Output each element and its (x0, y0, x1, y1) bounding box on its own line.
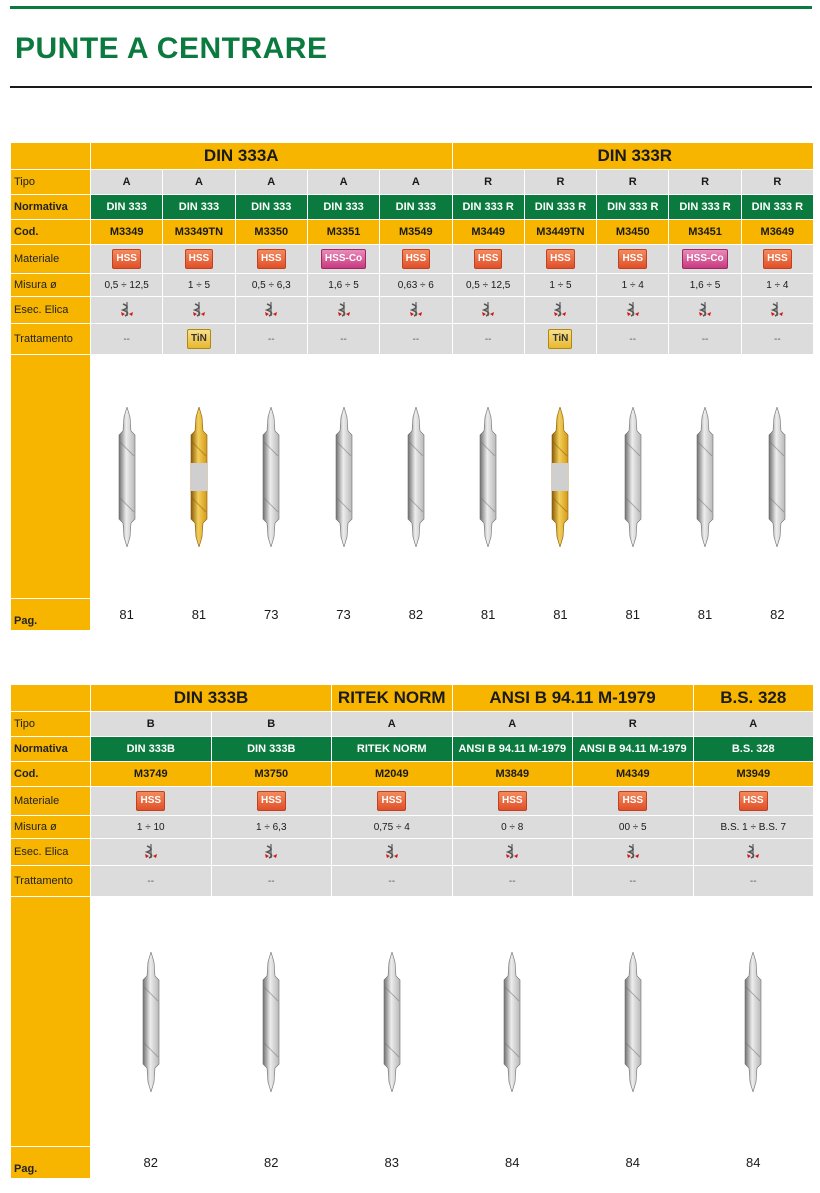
no-coating: -- (340, 333, 347, 345)
tipo-row (11, 712, 814, 737)
tipo-cell: R (524, 170, 596, 195)
cod-cell: M3649 (741, 220, 813, 245)
esec-cell (597, 297, 669, 324)
esec-cell (741, 297, 813, 324)
material-badge: HSS (136, 791, 165, 811)
normativa-cell: DIN 333 (91, 195, 163, 220)
trattamento-cell (380, 324, 452, 355)
tipo-cell: B (91, 712, 212, 737)
misura-cell: 1 ÷ 4 (597, 274, 669, 297)
no-coating: -- (267, 333, 275, 345)
no-coating: -- (774, 333, 781, 345)
no-coating: -- (267, 875, 275, 887)
materiale-cell (91, 787, 212, 816)
tool-image-cell (91, 355, 163, 599)
esec-cell (163, 297, 235, 324)
esec-row (11, 297, 814, 324)
material-badge: HSS (546, 249, 575, 269)
misura-cell: 1 ÷ 6,3 (211, 816, 332, 839)
pag-row (11, 1147, 814, 1179)
trattamento-cell (741, 324, 813, 355)
materiale-cell (235, 245, 307, 274)
tipo-cell: R (452, 170, 524, 195)
materiale-cell (573, 787, 694, 816)
center-drill-image (138, 952, 164, 1092)
misura-cell: 1,6 ÷ 5 (669, 274, 741, 297)
no-coating: -- (629, 333, 637, 345)
tool-image-cell (91, 897, 212, 1147)
row-label: Trattamento (11, 324, 91, 355)
row-label: Esec. Elica (11, 297, 91, 324)
misura-cell: 0,63 ÷ 6 (380, 274, 452, 297)
cod-cell: M3750 (211, 762, 332, 787)
center-drill-image (547, 407, 573, 547)
helix-cutting-direction-icon (697, 301, 713, 317)
helix-cutting-direction-icon (384, 843, 400, 859)
no-coating: -- (749, 875, 757, 887)
trattamento-cell (524, 324, 596, 355)
no-coating: -- (388, 875, 396, 887)
misura-cell: 0,5 ÷ 12,5 (91, 274, 163, 297)
no-coating: -- (629, 875, 637, 887)
cod-row (11, 220, 814, 245)
material-badge: HSS (377, 791, 406, 811)
trattamento-cell (452, 324, 524, 355)
center-drill-image (379, 952, 405, 1092)
esec-cell (332, 839, 453, 866)
image-row (11, 355, 814, 599)
helix-cutting-direction-icon (263, 301, 279, 317)
group-title: RITEK NORM (332, 685, 453, 712)
center-drill-image (499, 952, 525, 1092)
pag-cell: 81 (524, 599, 596, 631)
row-label: Misura ø (11, 816, 91, 839)
normativa-cell: DIN 333 (307, 195, 379, 220)
pag-cell: 81 (669, 599, 741, 631)
no-coating: -- (412, 333, 420, 345)
center-drill-image (764, 407, 790, 547)
esec-cell (524, 297, 596, 324)
esec-cell (91, 839, 212, 866)
pag-cell: 81 (452, 599, 524, 631)
tool-image-cell (163, 355, 235, 599)
esec-cell (211, 839, 332, 866)
row-label: Pag. (11, 1147, 91, 1179)
tipo-cell: R (669, 170, 741, 195)
tool-image-cell (524, 355, 596, 599)
cod-cell: M3449TN (524, 220, 596, 245)
normativa-cell: DIN 333 (163, 195, 235, 220)
material-badge: HSS (402, 249, 431, 269)
misura-cell: 1,6 ÷ 5 (307, 274, 379, 297)
trattamento-cell (693, 866, 814, 897)
no-coating: -- (701, 333, 709, 345)
esec-cell (452, 839, 573, 866)
no-coating: -- (147, 875, 155, 887)
center-drill-image (620, 407, 646, 547)
cod-cell: M3749 (91, 762, 212, 787)
trattamento-cell (332, 866, 453, 897)
normativa-cell: DIN 333 (380, 195, 452, 220)
tipo-cell: A (380, 170, 452, 195)
normativa-row (11, 737, 814, 762)
materiale-cell (211, 787, 332, 816)
helix-cutting-direction-icon (625, 843, 641, 859)
coating-badge: TiN (548, 329, 572, 349)
spec-table-din333 (10, 142, 814, 631)
helix-cutting-direction-icon (480, 301, 496, 317)
center-drill-image (740, 952, 766, 1092)
cod-cell: M2049 (332, 762, 453, 787)
tipo-cell: R (573, 712, 694, 737)
cod-cell: M3949 (693, 762, 814, 787)
misura-cell: 1 ÷ 5 (163, 274, 235, 297)
trattamento-cell (452, 866, 573, 897)
group-title: DIN 333R (452, 143, 814, 170)
cod-cell: M3349 (91, 220, 163, 245)
normativa-cell: DIN 333 (235, 195, 307, 220)
group-title: B.S. 328 (693, 685, 814, 712)
tool-image-cell (741, 355, 813, 599)
helix-cutting-direction-icon (625, 301, 641, 317)
cod-row (11, 762, 814, 787)
group-header-row (11, 143, 814, 170)
tipo-cell: R (597, 170, 669, 195)
normativa-row (11, 195, 814, 220)
misura-cell: 0,5 ÷ 12,5 (452, 274, 524, 297)
pag-cell: 73 (307, 599, 379, 631)
misura-cell: 1 ÷ 5 (524, 274, 596, 297)
esec-row (11, 839, 814, 866)
normativa-cell: ANSI B 94.11 M-1979 (573, 737, 694, 762)
center-drill-image (331, 407, 357, 547)
row-label: Cod. (11, 762, 91, 787)
helix-cutting-direction-icon (745, 843, 761, 859)
materiale-cell (597, 245, 669, 274)
misura-cell: 0 ÷ 8 (452, 816, 573, 839)
pag-cell: 83 (332, 1147, 453, 1179)
material-badge: HSS (257, 791, 286, 811)
materiale-row (11, 245, 814, 274)
normativa-cell: DIN 333 R (597, 195, 669, 220)
trattamento-row (11, 324, 814, 355)
cod-cell: M3449 (452, 220, 524, 245)
center-drill-image (258, 407, 284, 547)
page-title: PUNTE A CENTRARE (15, 32, 328, 65)
misura-cell: 00 ÷ 5 (573, 816, 694, 839)
row-label: Materiale (11, 787, 91, 816)
cod-cell: M3350 (235, 220, 307, 245)
trattamento-cell (91, 866, 212, 897)
tool-image-cell (669, 355, 741, 599)
trattamento-cell (163, 324, 235, 355)
cod-cell: M3349TN (163, 220, 235, 245)
helix-cutting-direction-icon (143, 843, 159, 859)
material-badge: HSS-Co (321, 249, 366, 269)
normativa-cell: B.S. 328 (693, 737, 814, 762)
cod-cell: M3549 (380, 220, 452, 245)
pag-cell: 82 (380, 599, 452, 631)
tool-image-cell (693, 897, 814, 1147)
materiale-cell (669, 245, 741, 274)
normativa-cell: DIN 333 R (524, 195, 596, 220)
esec-cell (693, 839, 814, 866)
row-label: Materiale (11, 245, 91, 274)
helix-cutting-direction-icon (263, 843, 279, 859)
tipo-cell: A (163, 170, 235, 195)
no-coating: -- (123, 333, 130, 345)
trattamento-cell (211, 866, 332, 897)
group-header-row (11, 685, 814, 712)
materiale-cell (91, 245, 163, 274)
misura-cell: 0,5 ÷ 6,3 (235, 274, 307, 297)
materiale-cell (307, 245, 379, 274)
normativa-cell: DIN 333 R (669, 195, 741, 220)
pag-cell: 84 (693, 1147, 814, 1179)
row-label: Pag. (11, 599, 91, 631)
materiale-row (11, 787, 814, 816)
cod-cell: M3351 (307, 220, 379, 245)
tipo-cell: B (211, 712, 332, 737)
materiale-cell (332, 787, 453, 816)
trattamento-cell (307, 324, 379, 355)
normativa-cell: DIN 333B (91, 737, 212, 762)
materiale-cell (741, 245, 813, 274)
trattamento-cell (573, 866, 694, 897)
tipo-cell: A (91, 170, 163, 195)
material-badge: HSS (474, 249, 503, 269)
esec-cell (573, 839, 694, 866)
helix-cutting-direction-icon (408, 301, 424, 317)
cod-cell: M3849 (452, 762, 573, 787)
misura-cell: 1 ÷ 10 (91, 816, 212, 839)
helix-cutting-direction-icon (504, 843, 520, 859)
tool-image-cell (597, 355, 669, 599)
row-label: Misura ø (11, 274, 91, 297)
center-drill-image (403, 407, 429, 547)
helix-cutting-direction-icon (769, 301, 785, 317)
group-title: DIN 333B (91, 685, 332, 712)
helix-cutting-direction-icon (119, 301, 135, 317)
pag-cell: 82 (741, 599, 813, 631)
material-badge: HSS (185, 249, 214, 269)
tool-image-cell (573, 897, 694, 1147)
center-drill-image (258, 952, 284, 1092)
material-badge: HSS (618, 791, 647, 811)
trattamento-cell (235, 324, 307, 355)
material-badge: HSS (763, 249, 792, 269)
tipo-cell: A (452, 712, 573, 737)
title-rule (10, 86, 812, 88)
trattamento-cell (669, 324, 741, 355)
esec-cell (669, 297, 741, 324)
helix-cutting-direction-icon (336, 301, 352, 317)
material-badge: HSS (739, 791, 768, 811)
esec-cell (91, 297, 163, 324)
materiale-cell (380, 245, 452, 274)
row-label: Cod. (11, 220, 91, 245)
material-badge: HSS (498, 791, 527, 811)
pag-row (11, 599, 814, 631)
materiale-cell (452, 245, 524, 274)
misura-row (11, 274, 814, 297)
esec-cell (452, 297, 524, 324)
group-title: DIN 333A (91, 143, 453, 170)
trattamento-row (11, 866, 814, 897)
esec-cell (380, 297, 452, 324)
tool-image-cell (380, 355, 452, 599)
tool-image-cell (452, 355, 524, 599)
top-rule (10, 6, 812, 9)
cod-cell: M3450 (597, 220, 669, 245)
material-badge: HSS (112, 249, 141, 269)
cod-cell: M3451 (669, 220, 741, 245)
material-badge: HSS (257, 249, 286, 269)
tipo-cell: A (332, 712, 453, 737)
esec-cell (307, 297, 379, 324)
row-label: Normativa (11, 195, 91, 220)
cod-cell: M4349 (573, 762, 694, 787)
helix-cutting-direction-icon (191, 301, 207, 317)
row-label: Tipo (11, 712, 91, 737)
tipo-cell: A (693, 712, 814, 737)
normativa-cell: DIN 333 R (452, 195, 524, 220)
center-drill-image (186, 407, 212, 547)
trattamento-cell (91, 324, 163, 355)
pag-cell: 82 (91, 1147, 212, 1179)
pag-cell: 84 (573, 1147, 694, 1179)
pag-cell: 82 (211, 1147, 332, 1179)
no-coating: -- (484, 333, 492, 345)
no-coating: -- (508, 875, 516, 887)
tipo-cell: A (235, 170, 307, 195)
normativa-cell: DIN 333 R (741, 195, 813, 220)
coating-badge: TiN (187, 329, 211, 349)
pag-cell: 84 (452, 1147, 573, 1179)
center-drill-image (114, 407, 140, 547)
normativa-cell: ANSI B 94.11 M-1979 (452, 737, 573, 762)
tipo-row (11, 170, 814, 195)
tool-image-cell (211, 897, 332, 1147)
pag-cell: 81 (91, 599, 163, 631)
row-label: Esec. Elica (11, 839, 91, 866)
materiale-cell (693, 787, 814, 816)
misura-cell: 1 ÷ 4 (741, 274, 813, 297)
tool-image-cell (307, 355, 379, 599)
center-drill-image (620, 952, 646, 1092)
tipo-cell: R (741, 170, 813, 195)
materiale-cell (452, 787, 573, 816)
row-label: Tipo (11, 170, 91, 195)
helix-cutting-direction-icon (552, 301, 568, 317)
tipo-cell: A (307, 170, 379, 195)
group-title: ANSI B 94.11 M-1979 (452, 685, 693, 712)
tool-image-cell (332, 897, 453, 1147)
normativa-cell: DIN 333B (211, 737, 332, 762)
esec-cell (235, 297, 307, 324)
pag-cell: 81 (597, 599, 669, 631)
pag-cell: 73 (235, 599, 307, 631)
material-badge: HSS-Co (682, 249, 727, 269)
trattamento-cell (597, 324, 669, 355)
center-drill-image (475, 407, 501, 547)
materiale-cell (524, 245, 596, 274)
misura-cell: B.S. 1 ÷ B.S. 7 (693, 816, 814, 839)
row-label: Normativa (11, 737, 91, 762)
tool-image-cell (452, 897, 573, 1147)
center-drill-image (692, 407, 718, 547)
misura-cell: 0,75 ÷ 4 (332, 816, 453, 839)
normativa-cell: RITEK NORM (332, 737, 453, 762)
spec-table-other (10, 684, 814, 1179)
misura-row (11, 816, 814, 839)
material-badge: HSS (618, 249, 647, 269)
row-label: Trattamento (11, 866, 91, 897)
tool-image-cell (235, 355, 307, 599)
pag-cell: 81 (163, 599, 235, 631)
materiale-cell (163, 245, 235, 274)
image-row (11, 897, 814, 1147)
